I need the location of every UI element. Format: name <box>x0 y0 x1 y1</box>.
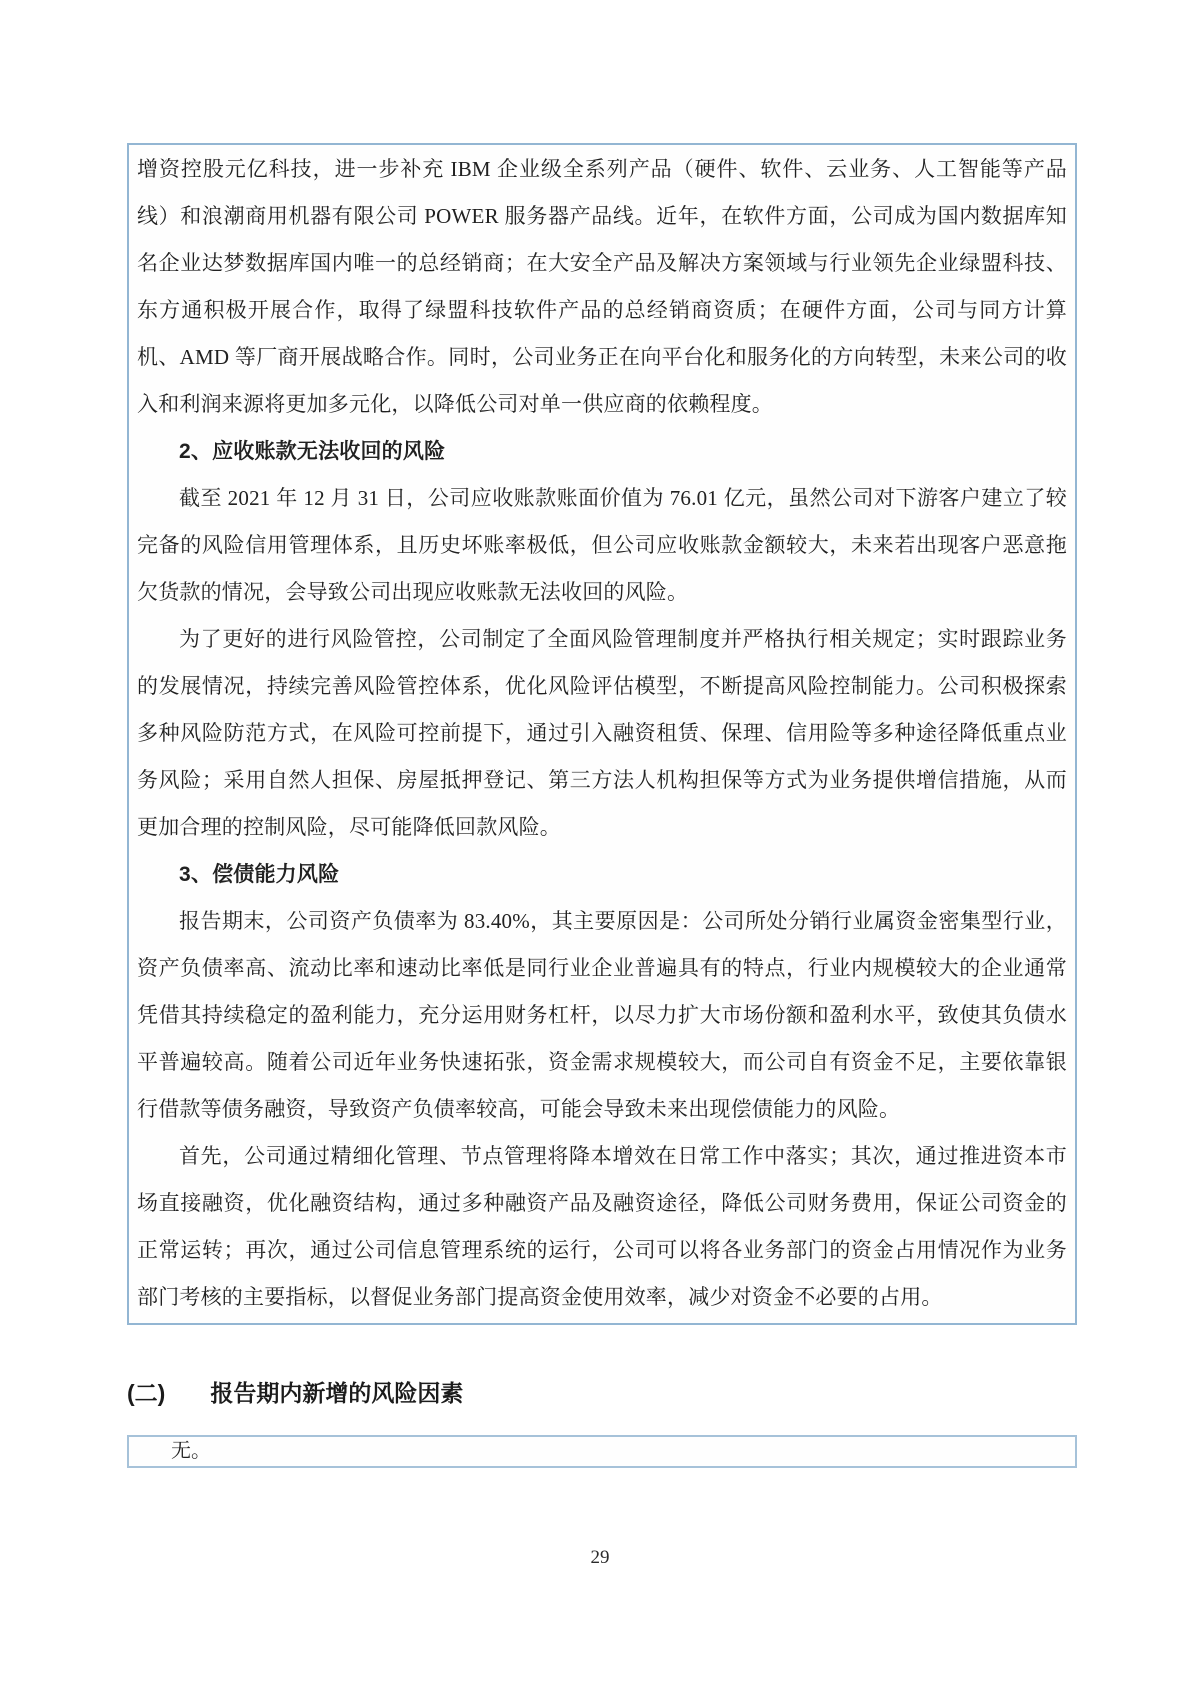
no-new-risk-box <box>127 1435 1077 1468</box>
no-new-risk-text: 无。 <box>171 1440 211 1462</box>
risk-paragraph: 为了更好的进行风险管控，公司制定了全面风险管理制度并严格执行相关规定；实时跟踪业务的发展情况，持续完善风险管控体系，优化风险评估模型，不断提高风险控制能力。公司积极探索多种风险防范方式，在风险可控前提下，通过引入融资租赁、保理、信用险等多种途径降低重点业务风险；采用自然人担保、房屋抵押登记、第三方法人机构担保等方式为业务提供增信措施，从而更加合理的控制风险，尽可能降低回款风险。 <box>137 627 1067 839</box>
risk-factors-text-box <box>127 143 1077 1325</box>
section-number: (二) <box>127 1380 166 1406</box>
section-heading <box>127 1378 463 1408</box>
risk-paragraph: 增资控股元亿科技，进一步补充 IBM 企业级全系列产品（硬件、软件、云业务、人工智能等产品线）和浪潮商用机器有限公司 POWER 服务器产品线。近年，在软件方面，公司成为国内数据库知名企业达梦数据库国内唯一的总经销商；在大安全产品及解决方案领域与行业领先企业绿盟科技、东方通积极开展合作，取得了绿盟科技软件产品的总经销商资质；在硬件方面，公司与同方计算机、AMD 等厂商开展战略合作。同时，公司业务正在向平台化和服务化的方向转型，未来公司的收入和利润来源将更加多元化，以降低公司对单一供应商的依赖程度。 <box>137 157 1067 416</box>
risk-paragraph: 报告期末，公司资产负债率为 83.40%，其主要原因是：公司所处分销行业属资金密集型行业，资产负债率高、流动比率和速动比率低是同行业企业普遍具有的特点，行业内规模较大的企业通常凭借其持续稳定的盈利能力，充分运用财务杠杆，以尽力扩大市场份额和盈利水平，致使其负债水平普遍较高。随着公司近年业务快速拓张，资金需求规模较大，而公司自有资金不足，主要依靠银行借款等债务融资，导致资产负债率较高，可能会导致未来出现偿债能力的风险。 <box>137 909 1067 1121</box>
section-title: 报告期内新增的风险因素 <box>210 1380 464 1406</box>
risk-section-heading: 2、应收账款无法收回的风险 <box>179 440 446 463</box>
risk-paragraph: 截至 2021 年 12 月 31 日，公司应收账款账面价值为 76.01 亿元，虽然公司对下游客户建立了较完备的风险信用管理体系，且历史坏账率极低，但公司应收账款金额较大，未来若出现客户恶意拖欠货款的情况，会导致公司出现应收账款无法收回的风险。 <box>137 486 1067 604</box>
page-number: 29 <box>590 1547 610 1568</box>
risk-section-heading: 3、偿债能力风险 <box>179 863 340 886</box>
risk-paragraph: 首先，公司通过精细化管理、节点管理将降本增效在日常工作中落实；其次，通过推进资本市场直接融资，优化融资结构，通过多种融资产品及融资途径，降低公司财务费用，保证公司资金的正常运转；再次，通过公司信息管理系统的运行，公司可以将各业务部门的资金占用情况作为业务部门考核的主要指标，以督促业务部门提高资金使用效率，减少对资金不必要的占用。 <box>137 1144 1067 1309</box>
